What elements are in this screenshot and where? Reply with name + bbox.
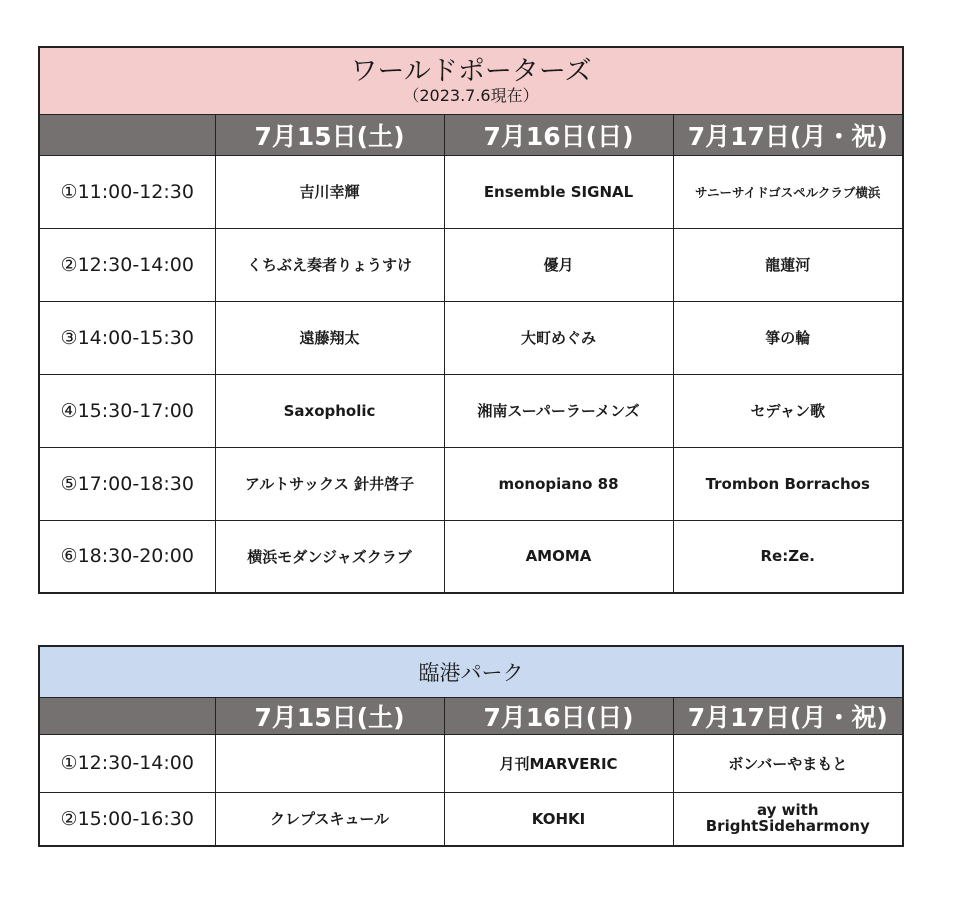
header-blank [39,114,215,155]
performer: Saxopholic [215,374,444,447]
time-slot: ①12:30-14:00 [39,734,215,792]
venue-title-cell [39,646,903,697]
time-slot: ⑥18:30-20:00 [39,520,215,593]
time-slot: ④15:30-17:00 [39,374,215,447]
rinko-park-schedule [38,645,904,847]
performer: Trombon Borrachos [673,447,903,520]
performer: monopiano 88 [444,447,673,520]
performer: Re:Ze. [673,520,903,593]
time-slot: ⑤17:00-18:30 [39,447,215,520]
performer: サニーサイドゴスペルクラブ横浜 [673,155,903,228]
time-slot: ②12:30-14:00 [39,228,215,301]
day-header: 7月17日(月・祝) [673,114,903,155]
performer: セデャン歌 [673,374,903,447]
performer: 龍蓮河 [673,228,903,301]
performer: Ensemble SIGNAL [444,155,673,228]
performer-line: BrightSideharmony [705,816,870,835]
performer-line: ay with [756,801,819,819]
performer: 優月 [444,228,673,301]
venue-title: ワールドポーターズ [350,55,592,87]
performer: KOHKI [444,792,673,846]
performer: 大町めぐみ [444,301,673,374]
performer: 湘南スーパーラーメンズ [444,374,673,447]
performer: AMOMA [444,520,673,593]
performer [215,734,444,792]
performer: アルトサックス 針井啓子 [215,447,444,520]
day-header: 7月16日(日) [444,697,673,734]
venue-title: 臨港パーク [418,660,524,685]
performer: くちぶえ奏者りょうすけ [215,228,444,301]
performer: クレプスキュール [215,792,444,846]
performer: 遠藤翔太 [215,301,444,374]
performer: 月刊MARVERIC [444,734,673,792]
day-header: 7月16日(日) [444,114,673,155]
time-slot: ②15:00-16:30 [39,792,215,846]
day-header: 7月15日(土) [215,114,444,155]
performer: ボンバーやまもと [673,734,903,792]
venue-title-cell [39,47,903,114]
time-slot: ③14:00-15:30 [39,301,215,374]
performer: 横浜モダンジャズクラブ [215,520,444,593]
venue-subtitle: （2023.7.6現在） [403,86,539,106]
world-porters-schedule [38,46,904,594]
time-slot: ①11:00-12:30 [39,155,215,228]
header-blank [39,697,215,734]
day-header: 7月17日(月・祝) [673,697,903,734]
day-header: 7月15日(土) [215,697,444,734]
performer [673,792,903,846]
performer: 箏の輪 [673,301,903,374]
performer: 吉川幸輝 [215,155,444,228]
